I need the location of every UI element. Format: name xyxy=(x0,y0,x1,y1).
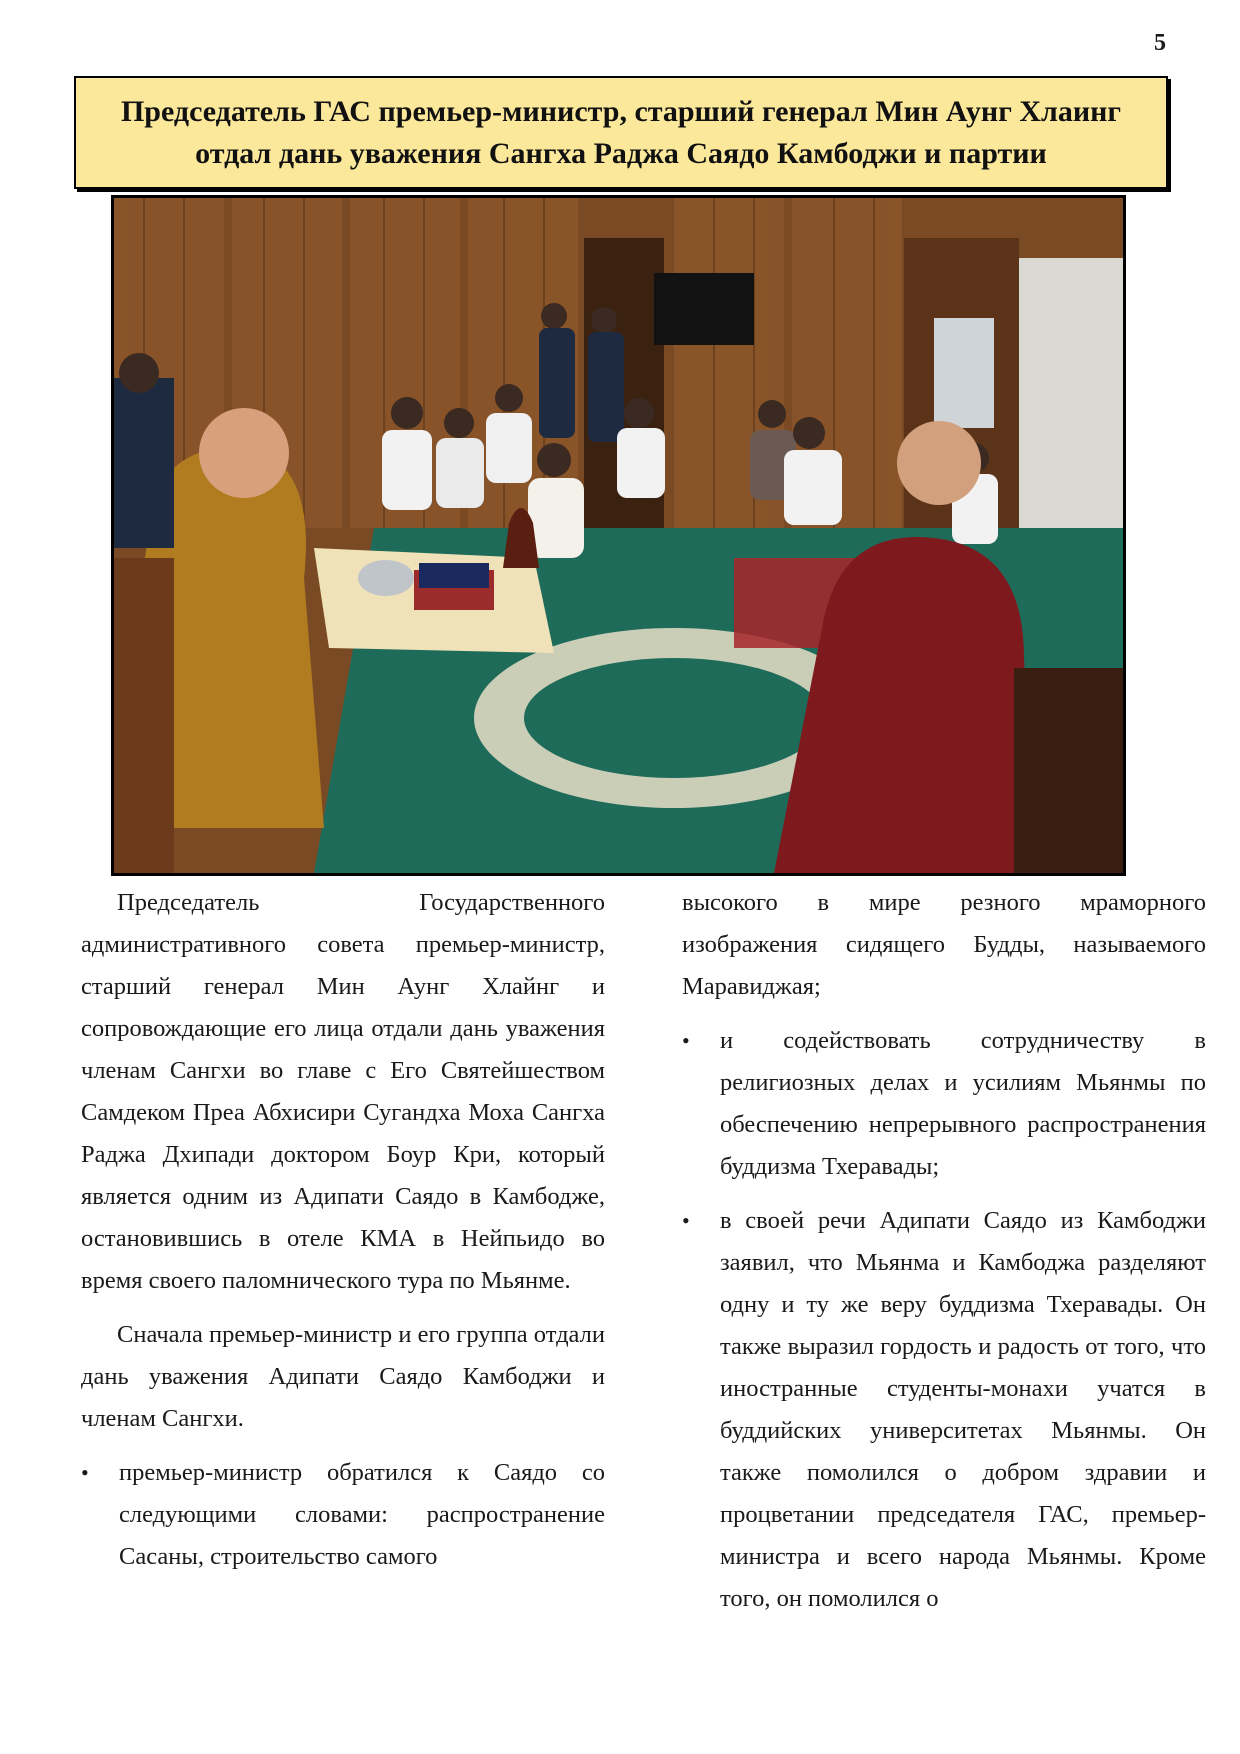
article-photo xyxy=(111,195,1126,876)
paragraph-first-tribute: Сначала премьер-министр и его группа отдали дань уважения Адипати Саядо Камбоджи и членам Сангхи. xyxy=(81,1321,605,1432)
right-bullet-list xyxy=(682,1020,1206,1620)
list-item: • премьер-министр обратился к Саядо со следующими словами: распространение Сасаны, строительство самого xyxy=(81,1452,605,1578)
left-column xyxy=(81,882,605,1578)
right-column xyxy=(682,882,1206,1620)
photo-monks-meeting xyxy=(114,198,1123,873)
paragraph-intro: Председатель Государственного административного совета премьер-министр, старший генерал Мин Аунг Хлайнг и сопровождающие его лица отдали дань уважения членам Сангхи во главе с Его Святейшеством Самдеком Преа Абхисири Сугандха Моха Сангха Раджа Дхипади доктором Боур Кри, который является одним из Адипати Саядо в Камбодже, остановившись в отеле КМА в Нейпьидо во время своего паломнического тура по Мьянме. xyxy=(81,889,605,1294)
list-item: • в своей речи Адипати Саядо из Камбоджи заявил, что Мьянма и Камбоджа разделяют одну и ту же веру буддизма Тхеравады. Он также выразил гордость и радость от того, что иностранные студенты-монахи учатся в буддийских университетах Мьянмы. Он также помолился о добром здравии и процветании председателя ГАС, премьер-министра и всего народа Мьянмы. Кроме того, он помолился о xyxy=(682,1200,1206,1620)
headline: Председатель ГАС премьер-министр, старший генерал Мин Аунг Хлаинг отдал дань уважения Сангха Раджа Саядо Камбоджи и партии xyxy=(120,94,1122,170)
page-number: 5 xyxy=(1154,30,1166,56)
left-bullet-list xyxy=(81,1452,605,1578)
paragraph-continuation: высокого в мире резного мраморного изображения сидящего Будды, называемого Маравиджая; xyxy=(682,889,1206,1000)
list-item: • и содействовать сотрудничеству в религиозных делах и усилиям Мьянмы по обеспечению непрерывного распространения буддизма Тхеравады; xyxy=(682,1020,1206,1188)
headline-box xyxy=(74,76,1168,189)
